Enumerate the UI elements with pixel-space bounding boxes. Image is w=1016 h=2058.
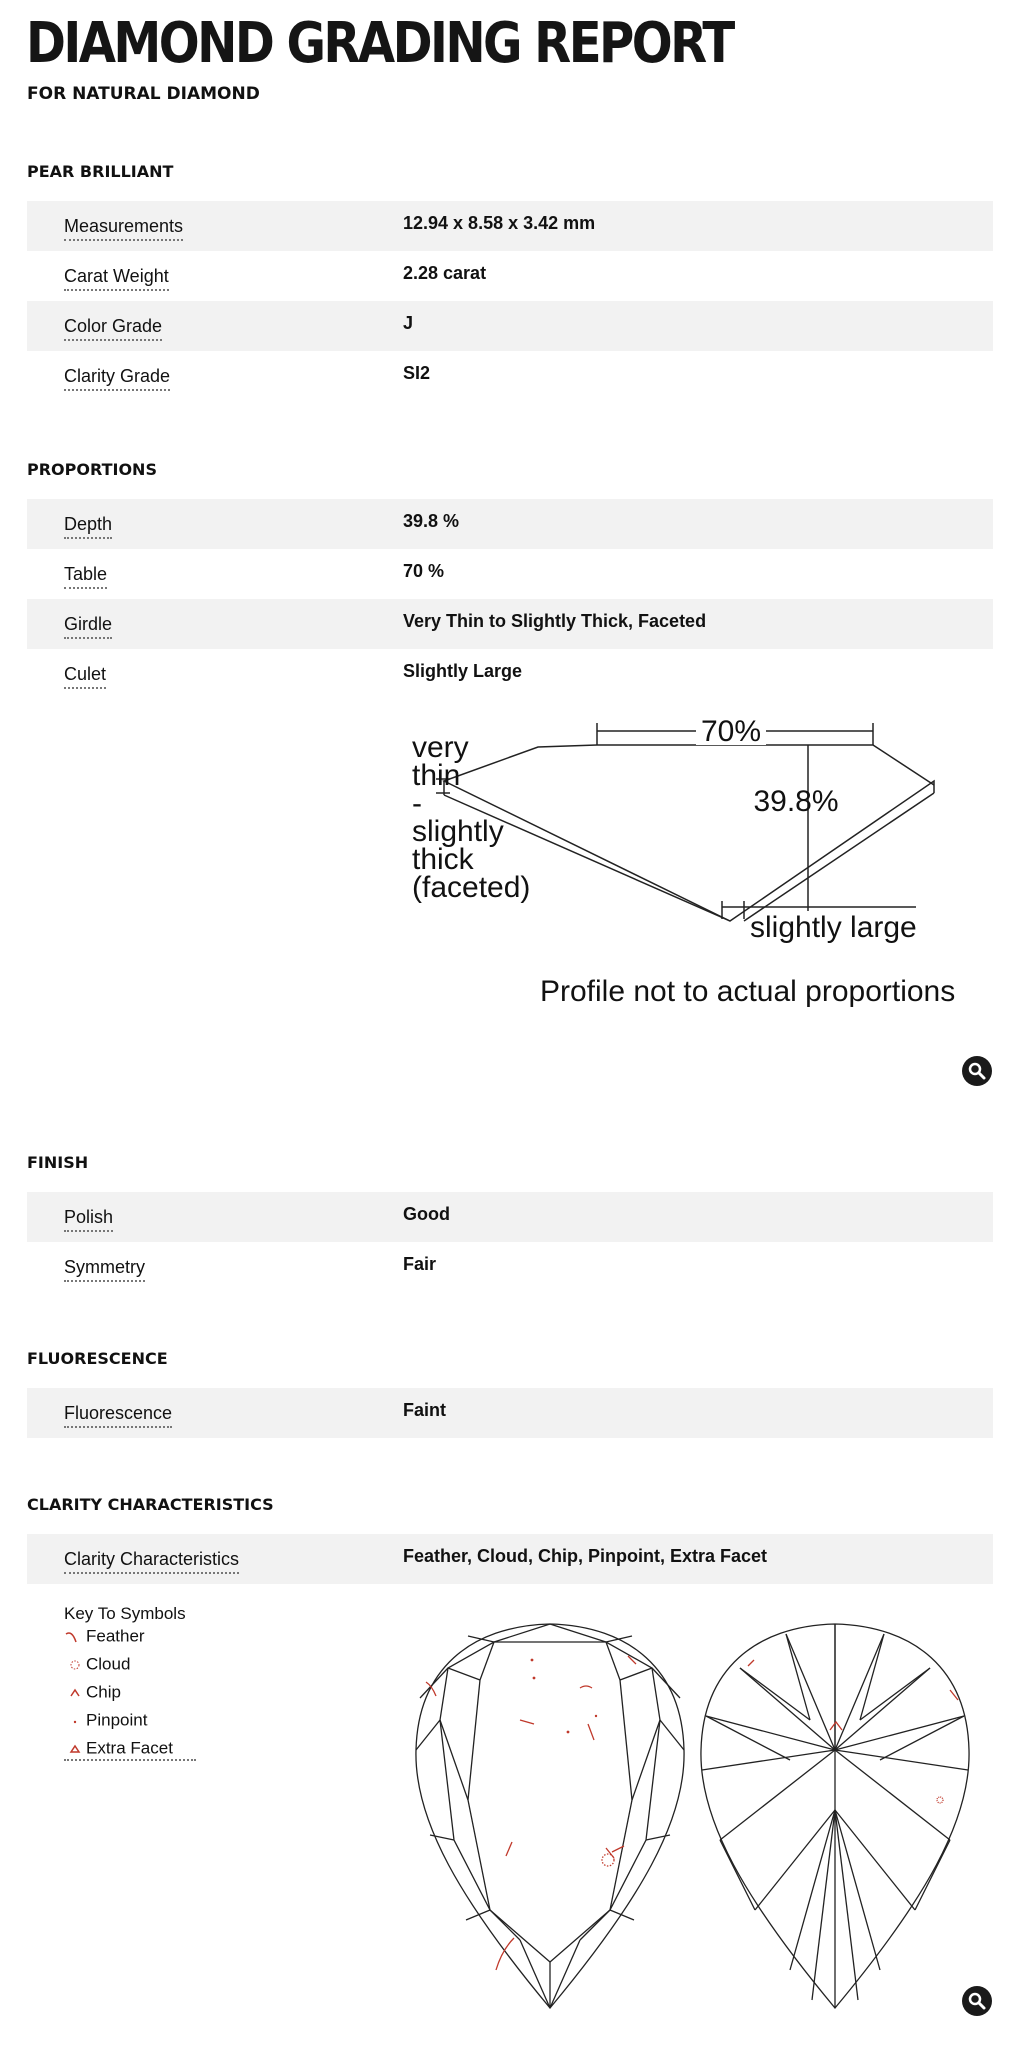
feather-mark xyxy=(748,1660,754,1666)
key-underline xyxy=(64,1759,196,1761)
row-value: 39.8 % xyxy=(403,511,460,531)
girdle-label-line: slightly xyxy=(412,815,504,848)
magnifier-icon xyxy=(962,1986,992,2016)
key-item-label: Extra Facet xyxy=(86,1738,173,1758)
row-label[interactable]: Fluorescence xyxy=(64,1403,172,1428)
row-fluorescence xyxy=(27,1388,993,1438)
row-value: Slightly Large xyxy=(403,661,523,681)
row-label[interactable]: Measurements xyxy=(64,216,183,241)
row-value: Feather, Cloud, Chip, Pinpoint, Extra Facet xyxy=(403,1546,768,1566)
row-clarity-characteristics xyxy=(27,1534,993,1584)
diagram-caption: Profile not to actual proportions xyxy=(540,975,956,1008)
key-item-label: Pinpoint xyxy=(86,1710,148,1730)
crown-table xyxy=(440,1642,660,1962)
girdle-label-line: - xyxy=(412,787,422,820)
feather-mark xyxy=(520,1720,534,1724)
pinpoint-marks xyxy=(531,1659,598,1734)
key-item-chip xyxy=(64,1682,121,1704)
row-culet xyxy=(27,649,993,699)
culet-label: slightly large xyxy=(750,911,917,944)
section-heading-proportions: PROPORTIONS xyxy=(27,460,157,479)
chip-mark xyxy=(580,1686,592,1688)
row-value: Good xyxy=(403,1204,450,1224)
row-value: 2.28 carat xyxy=(403,263,487,283)
chip-symbol-icon xyxy=(64,1684,86,1702)
row-value: SI2 xyxy=(403,363,431,383)
clarity-plot xyxy=(410,1620,980,2015)
crown-outline xyxy=(416,1624,684,2008)
row-polish xyxy=(27,1192,993,1242)
row-value: Fair xyxy=(403,1254,437,1274)
key-item-label: Feather xyxy=(86,1626,145,1646)
girdle-label-line: (faceted) xyxy=(412,871,531,904)
row-label[interactable]: Symmetry xyxy=(64,1257,145,1282)
depth-percent-label: 39.8% xyxy=(753,785,839,818)
girdle-label-line: thick xyxy=(412,843,474,876)
key-item-extra-facet xyxy=(64,1738,173,1760)
feather-mark xyxy=(506,1842,512,1856)
cloud-mark xyxy=(937,1797,943,1803)
row-value: J xyxy=(403,313,414,333)
row-value: Faint xyxy=(403,1400,446,1420)
profile-crown-right xyxy=(597,745,934,785)
chip-mark xyxy=(830,1722,842,1730)
row-measurements xyxy=(27,201,993,251)
row-label[interactable]: Clarity Characteristics xyxy=(64,1549,239,1574)
row-value: 12.94 x 8.58 x 3.42 mm xyxy=(403,213,596,233)
row-label[interactable]: Table xyxy=(64,564,107,589)
row-label[interactable]: Girdle xyxy=(64,614,112,639)
section-heading-shape: PEAR BRILLIANT xyxy=(27,162,174,181)
extra-facet-symbol-icon xyxy=(64,1740,86,1758)
feather-mark xyxy=(588,1724,594,1740)
row-symmetry xyxy=(27,1242,993,1292)
row-color-grade xyxy=(27,301,993,351)
report-subtitle: FOR NATURAL DIAMOND xyxy=(27,84,260,104)
row-label[interactable]: Polish xyxy=(64,1207,113,1232)
section-heading-finish: FINISH xyxy=(27,1153,89,1172)
section-heading-clarity: CLARITY CHARACTERISTICS xyxy=(27,1495,274,1514)
key-item-pinpoint xyxy=(64,1710,147,1732)
zoom-icon[interactable] xyxy=(962,1056,992,1086)
feather-symbol-icon xyxy=(64,1628,86,1646)
row-label[interactable]: Carat Weight xyxy=(64,266,169,291)
key-item-label: Chip xyxy=(86,1682,121,1702)
key-to-symbols-title: Key To Symbols xyxy=(64,1604,186,1623)
row-label[interactable]: Clarity Grade xyxy=(64,366,170,391)
key-item-label: Cloud xyxy=(86,1654,131,1674)
row-value: 70 % xyxy=(403,561,445,581)
row-value: Very Thin to Slightly Thick, Faceted xyxy=(403,611,707,631)
girdle-label-line: thin xyxy=(412,759,461,792)
table-percent-label: 70% xyxy=(700,715,762,748)
row-girdle xyxy=(27,599,993,649)
key-item-cloud xyxy=(64,1654,130,1676)
row-label[interactable]: Color Grade xyxy=(64,316,162,341)
pinpoint-symbol-icon xyxy=(64,1712,86,1730)
row-carat-weight xyxy=(27,251,993,301)
cloud-symbol-icon xyxy=(64,1656,86,1674)
proportions-diagram xyxy=(400,705,980,1025)
row-label[interactable]: Culet xyxy=(64,664,106,689)
row-clarity-grade xyxy=(27,351,993,401)
row-table xyxy=(27,549,993,599)
magnifier-icon xyxy=(962,1056,992,1086)
girdle-label-line: very xyxy=(412,731,469,764)
zoom-icon[interactable] xyxy=(962,1986,992,2016)
row-depth xyxy=(27,499,993,549)
key-item-feather xyxy=(64,1626,145,1648)
section-heading-fluorescence: FLUORESCENCE xyxy=(27,1349,168,1368)
report-title: DIAMOND GRADING REPORT xyxy=(26,11,733,76)
row-label[interactable]: Depth xyxy=(64,514,112,539)
